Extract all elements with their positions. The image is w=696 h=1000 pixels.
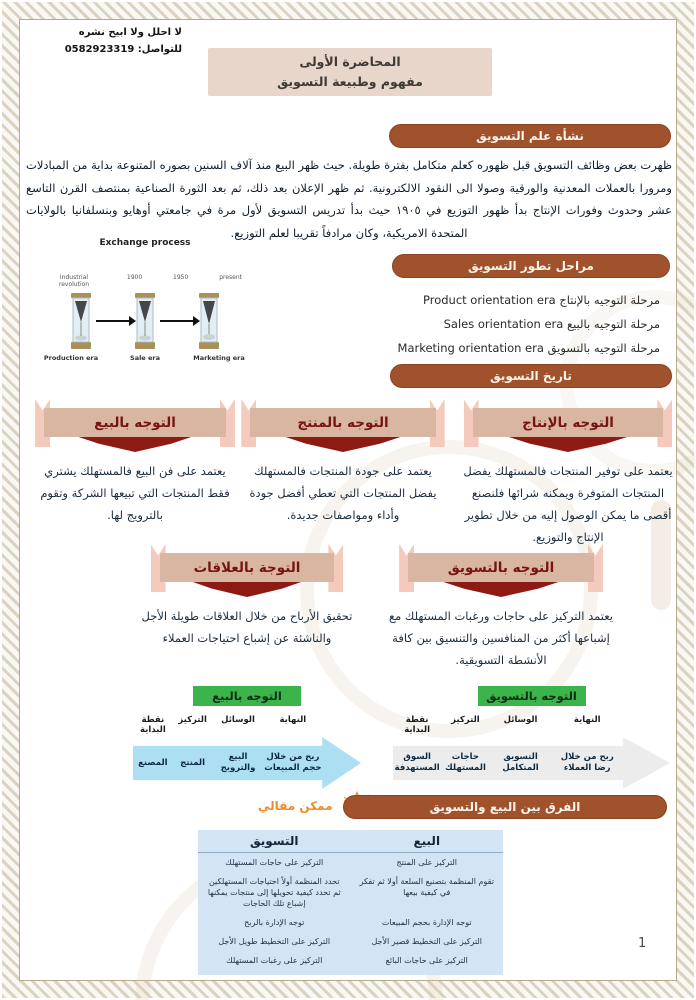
copyright-note <box>30 24 182 58</box>
section-title-stages: مراحل تطور التسويق <box>392 254 670 278</box>
era-card-production-orientation <box>462 408 674 548</box>
flow-cell: حاجات المستهلك <box>444 752 486 773</box>
card-title: التوجة بالعلاقات <box>160 553 335 582</box>
ribbon-banner <box>473 408 664 452</box>
card-title: التوجه بالإنتاج <box>473 408 664 437</box>
era-label: Sale era <box>130 354 160 362</box>
flow-label: التركيز <box>451 715 480 725</box>
ribbon-banner <box>250 408 435 452</box>
flow-column-labels <box>393 715 623 735</box>
era-card-product-orientation <box>240 408 446 526</box>
exchange-process-figure <box>42 238 248 362</box>
copyright-note-line: لا احلل ولا ابيح نشره <box>78 27 182 38</box>
section-title-origin: نشأة علم التسويق <box>389 124 671 148</box>
timeline-label: present <box>219 274 242 281</box>
card-title: التوجه بالبيع <box>44 408 226 437</box>
flow-label: الوسائل <box>221 715 255 725</box>
card-body: يعتمد على جودة المنتجات فالمستهلك يفضل المنتجات التي تعطي أفضل جودة وأداء ومواصفات جديدة. <box>249 464 437 522</box>
column-header-selling: البيع <box>413 834 441 848</box>
hourglass-row <box>42 292 248 350</box>
era-card-marketing-orientation <box>372 553 630 671</box>
stage-english: Product orientation era <box>422 293 556 307</box>
card-body: يعتمد على توفير المنتجات فالمستهلك يفضل المنتجات المتوفرة ويمكنه شرائها فلنصنع أقصى ما يمكن الوصول إليه من خلال تطوير الإنتاج والتوزيع. <box>463 464 673 544</box>
table-row <box>198 913 503 932</box>
cell-marketing: التركيز على حاجات المستهلك <box>225 858 324 867</box>
cell-selling: تقوم المنظمة بتصنيع السلعة أولا ثم تفكر في كيفية بيعها <box>359 877 494 897</box>
flow-label: نقطة البداية <box>139 715 166 735</box>
lecture-title-box <box>208 48 492 96</box>
card-body: تحقيق الأرباح من خلال العلاقات طويلة الأجل والناشئة عن إشباع احتياجات العملاء <box>141 609 353 645</box>
stage-line <box>378 288 660 312</box>
cell-selling: توجه الإدارة بحجم المبيعات <box>381 918 472 927</box>
arrow-right-icon <box>160 320 194 322</box>
timeline-label: 1900 <box>126 274 143 281</box>
flow-cell: التسويق المتكامل <box>502 752 539 773</box>
hourglass-icon <box>68 292 94 350</box>
flow-label: التركيز <box>178 715 207 725</box>
flow-column-labels <box>133 715 322 735</box>
table-row <box>198 872 503 913</box>
flow-cell: السوق المستهدفة <box>394 752 440 773</box>
marketing-stages-list <box>378 288 660 360</box>
cell-selling: التركيز على التخطيط قصير الأجل <box>371 937 483 946</box>
flow-label: نقطة البداية <box>404 715 430 735</box>
ribbon-banner <box>160 553 335 597</box>
flow-cell: ربح من خلال حجم المبيعات <box>264 752 322 773</box>
marketing-orientation-flow <box>393 686 670 789</box>
lecture-title: مفهوم وطبيعة التسويق <box>277 74 423 89</box>
table-row <box>198 853 503 872</box>
ribbon-banner <box>408 553 594 597</box>
selling-orientation-flow <box>133 686 361 789</box>
arrow-right-icon <box>96 320 130 322</box>
card-body: يعتمد على فن البيع فالمستهلك يشتري فقط المنتجات التي تبيعها الشركة وتقوم بالترويج لها. <box>40 464 230 522</box>
era-labels <box>42 354 248 362</box>
ribbon-fold-icon <box>509 437 627 452</box>
cell-selling: التركيز على حاجات البائع <box>385 956 468 965</box>
page-number: 1 <box>638 936 647 951</box>
stage-line <box>378 312 660 336</box>
flow-cells <box>393 746 623 780</box>
flow-title: التوجه بالتسويق <box>478 686 586 706</box>
flow-arrow <box>133 737 361 789</box>
stage-english: Sales orientation era <box>443 317 564 331</box>
contact-number: للتواصل: 0582923319 <box>64 44 182 55</box>
timeline-label: Industrial revolution <box>58 274 90 288</box>
stage-arabic: مرحلة التوجيه بالإنتاج <box>559 293 660 307</box>
flow-label: الوسائل <box>503 715 538 725</box>
flow-arrow <box>393 737 670 789</box>
flow-cells <box>133 746 322 780</box>
flow-cell: المصنع <box>138 757 168 768</box>
flow-label: النهاية <box>573 715 601 725</box>
stage-line <box>378 336 660 360</box>
ribbon-fold-icon <box>193 582 301 597</box>
flow-cell: البيع والترويج <box>220 752 256 773</box>
stage-english: Marketing orientation era <box>397 341 544 355</box>
stage-arabic: مرحلة التوجيه بالبيع <box>566 317 660 331</box>
essay-hint-badge: ممكن مقالي <box>258 799 333 813</box>
cell-marketing: التركيز على التخطيط طويل الأجل <box>218 937 331 946</box>
section-title-difference: الفرق بين البيع والتسويق <box>343 795 667 819</box>
flow-label: النهاية <box>279 715 307 725</box>
figure-timeline-labels <box>42 274 248 288</box>
table-row <box>198 951 503 970</box>
cell-marketing: تحدد المنظمة أولاً احتياجات المستهلكين ثم تحدد كيفية تحويلها إلى منتجات يمكنها إشباع تلك الحاجات <box>207 877 341 908</box>
timeline-label: 1950 <box>173 274 189 281</box>
era-label: Production era <box>43 354 99 362</box>
era-label: Marketing era <box>193 354 245 362</box>
column-header-marketing: التسويق <box>249 834 299 848</box>
flow-cell: المنتج <box>180 757 206 768</box>
table-header-row <box>198 830 503 853</box>
card-title: التوجه بالمنتج <box>250 408 435 437</box>
figure-title: Exchange process <box>99 238 191 248</box>
selling-vs-marketing-table <box>198 830 503 975</box>
lecture-number: المحاضرة الأولى <box>299 54 401 69</box>
ribbon-fold-icon <box>443 582 558 597</box>
card-body: يعتمد التركيز على حاجات ورغبات المستهلك مع إشباعها أكثر من المنافسين والتنسيق بين كافة الأنشطة التسويقية. <box>388 609 614 667</box>
table-row <box>198 932 503 951</box>
intro-paragraph: ظهرت بعض وظائف التسويق قبل ظهوره كعلم متكامل بفترة طويلة. حيث ظهر البيع منذ آلاف السنين بصوره المتنوعة بداية من المبادلات ومرورا بالعملات المعدنية والورقية وصولا الى النقود الالكترونية. ثم ظهر الإعلان بعد ذلك، ثم بعد الثورة الصناعية بمنتصف القرن التاسع عشر وحدوث وفورات الإنتاج بدأ ظهور التوزيع في ١٩٠٥ حيث بدأ تدريس التسويق لأول مرة في جامعتي أوهايو وبنسلفانيا بالولايات المتحدة الامريكية، وكان مرادفاً تقريبا لعلم التوزيع. <box>26 158 672 240</box>
card-title: التوجه بالتسويق <box>408 553 594 582</box>
era-card-selling-orientation <box>34 408 236 526</box>
ribbon-fold-icon <box>286 437 401 452</box>
section-title-history: تاريخ التسويق <box>390 364 672 388</box>
cell-marketing: توجه الإدارة بالربح <box>244 918 305 927</box>
era-card-relationship-orientation <box>132 553 362 649</box>
stage-arabic: مرحلة التوجيه بالتسويق <box>547 341 660 355</box>
ribbon-fold-icon <box>79 437 192 452</box>
flow-title: التوجه بالبيع <box>193 686 301 706</box>
cell-selling: التركيز على المنتج <box>396 858 458 867</box>
flow-cell: ربح من خلال رضا العملاء <box>560 752 614 773</box>
cell-marketing: التركيز على رغبات المستهلك <box>226 956 323 965</box>
ribbon-banner <box>44 408 226 452</box>
